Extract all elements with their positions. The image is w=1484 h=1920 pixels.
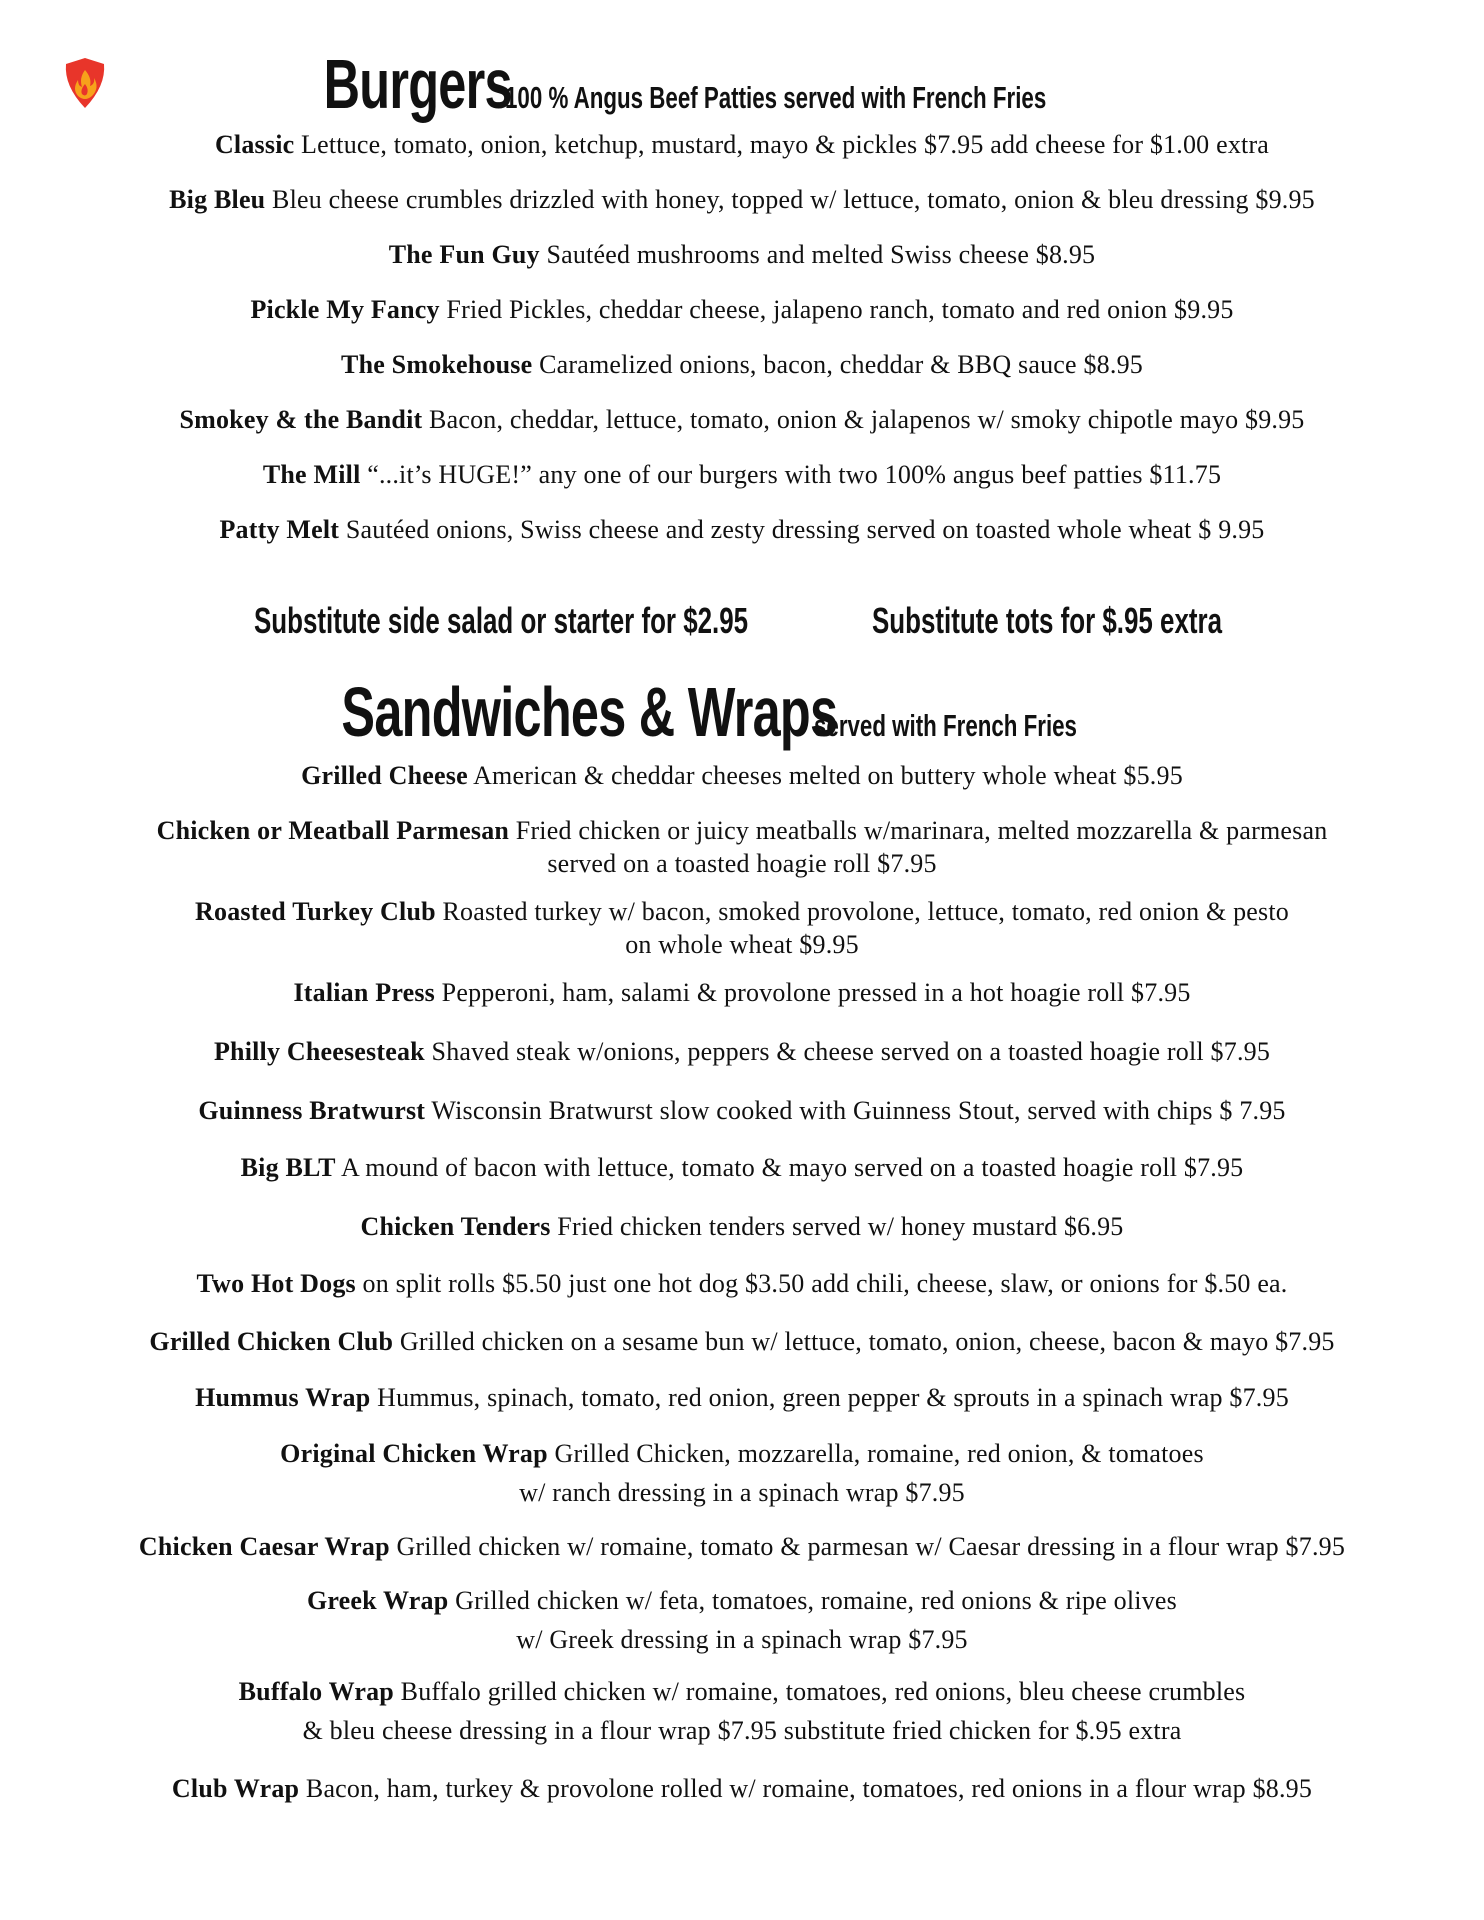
- item-name: Guinness Bratwurst: [198, 1096, 426, 1125]
- item-desc: Buffalo grilled chicken w/ romaine, tomatoes, red onions, bleu cheese crumbles: [393, 1677, 1246, 1706]
- item-desc-continued: w/ Greek dressing in a spinach wrap $7.95: [516, 1625, 968, 1654]
- item-name: Buffalo Wrap: [238, 1677, 394, 1706]
- item-desc: Sautéed onions, Swiss cheese and zesty dressing served on toasted whole wheat $ 9.95: [339, 515, 1265, 544]
- item-desc: Caramelized onions, bacon, cheddar & BBQ sauce $8.95: [532, 350, 1143, 379]
- menu-item-continued: [0, 925, 1484, 964]
- item-name: Patty Melt: [219, 515, 340, 544]
- menu-item: [0, 400, 1484, 439]
- menu-item: [0, 1672, 1484, 1711]
- item-name: Hummus Wrap: [195, 1383, 371, 1412]
- item-name: Chicken or Meatball Parmesan: [156, 816, 510, 845]
- item-name: Classic: [214, 130, 295, 159]
- menu-item: [0, 1091, 1484, 1130]
- item-desc: Bacon, cheddar, lettuce, tomato, onion & jalapenos w/ smoky chipotle mayo $9.95: [422, 405, 1305, 434]
- burgers-subtitle: 100 % Angus Beef Patties served with French Fries: [504, 80, 1047, 115]
- menu-item: [0, 290, 1484, 329]
- item-desc-continued: on whole wheat $9.95: [625, 930, 859, 959]
- item-name: The Mill: [262, 460, 361, 489]
- menu-item: [0, 756, 1484, 795]
- item-desc: Bacon, ham, turkey & provolone rolled w/ romaine, tomatoes, red onions in a flour wrap $8.95: [299, 1774, 1313, 1803]
- item-desc: Grilled chicken on a sesame bun w/ lettuce, tomato, onion, cheese, bacon & mayo $7.95: [393, 1327, 1335, 1356]
- item-desc: Wisconsin Bratwurst slow cooked with Guinness Stout, served with chips $ 7.95: [425, 1096, 1286, 1125]
- item-name: Pickle My Fancy: [250, 295, 440, 324]
- item-name: Two Hot Dogs: [196, 1269, 356, 1298]
- item-desc: Grilled chicken w/ romaine, tomato & parmesan w/ Caesar dressing in a flour wrap $7.95: [389, 1532, 1346, 1561]
- item-desc: A mound of bacon with lettuce, tomato & mayo served on a toasted hoagie roll $7.95: [335, 1153, 1244, 1182]
- menu-item: [0, 1148, 1484, 1187]
- menu-item: [0, 235, 1484, 274]
- menu-item: [0, 1322, 1484, 1361]
- item-name: Grilled Chicken Club: [149, 1327, 394, 1356]
- item-desc: Hummus, spinach, tomato, red onion, green pepper & sprouts in a spinach wrap $7.95: [370, 1383, 1289, 1412]
- menu-item: [0, 180, 1484, 219]
- item-name: Grilled Cheese: [301, 761, 468, 790]
- menu-item-continued: [0, 1711, 1484, 1750]
- item-desc: Shaved steak w/onions, peppers & cheese served on a toasted hoagie roll $7.95: [424, 1037, 1271, 1066]
- sandwiches-subtitle: served with French Fries: [813, 708, 1077, 743]
- item-desc-continued: served on a toasted hoagie roll $7.95: [547, 849, 937, 878]
- menu-item: [0, 973, 1484, 1012]
- menu-item: [0, 345, 1484, 384]
- menu-item: [0, 1207, 1484, 1246]
- item-name: Greek Wrap: [306, 1586, 449, 1615]
- item-name: Big Bleu: [169, 185, 266, 214]
- item-desc-continued: w/ ranch dressing in a spinach wrap $7.95: [519, 1478, 965, 1507]
- menu-item: [0, 1769, 1484, 1808]
- item-desc: Pepperoni, ham, salami & provolone pressed in a hot hoagie roll $7.95: [434, 978, 1191, 1007]
- item-desc: Roasted turkey w/ bacon, smoked provolone, lettuce, tomato, red onion & pesto: [435, 897, 1289, 926]
- menu-item-continued: [0, 1473, 1484, 1512]
- item-desc: Lettuce, tomato, onion, ketchup, mustard, mayo & pickles $7.95 add cheese for $1.00 extra: [294, 130, 1270, 159]
- item-desc: Bleu cheese crumbles drizzled with honey, topped w/ lettuce, tomato, onion & bleu dressing $9.95: [265, 185, 1315, 214]
- menu-item: [0, 1032, 1484, 1071]
- item-name: Italian Press: [293, 978, 435, 1007]
- item-desc: Fried chicken or juicy meatballs w/marinara, melted mozzarella & parmesan: [509, 816, 1328, 845]
- item-desc: “...it’s HUGE!” any one of our burgers with two 100% angus beef patties $11.75: [360, 460, 1222, 489]
- sandwiches-title: Sandwiches & Wraps: [341, 673, 838, 751]
- menu-item: [0, 1434, 1484, 1473]
- item-name: Philly Cheesesteak: [213, 1037, 425, 1066]
- menu-item: [0, 1527, 1484, 1566]
- item-desc: Sautéed mushrooms and melted Swiss cheese $8.95: [539, 240, 1096, 269]
- item-name: The Fun Guy: [388, 240, 540, 269]
- menu-item-continued: [0, 844, 1484, 883]
- item-name: Roasted Turkey Club: [195, 897, 436, 926]
- substitute-tots-note: Substitute tots for $.95 extra: [872, 600, 1222, 641]
- item-name: Chicken Caesar Wrap: [138, 1532, 390, 1561]
- menu-item: [0, 455, 1484, 494]
- item-desc: Grilled chicken w/ feta, tomatoes, romaine, red onions & ripe olives: [448, 1586, 1177, 1615]
- item-name: Club Wrap: [171, 1774, 300, 1803]
- menu-item: [0, 510, 1484, 549]
- menu-item: [0, 1581, 1484, 1620]
- menu-item: [0, 1378, 1484, 1417]
- item-desc: Grilled Chicken, mozzarella, romaine, red onion, & tomatoes: [547, 1439, 1204, 1468]
- burgers-heading: [0, 44, 1484, 124]
- item-desc: American & cheddar cheeses melted on buttery whole wheat $5.95: [467, 761, 1183, 790]
- item-desc-continued: & bleu cheese dressing in a flour wrap $7.95 substitute fried chicken for $.95 extra: [302, 1716, 1182, 1745]
- item-name: Original Chicken Wrap: [280, 1439, 548, 1468]
- item-desc: Fried Pickles, cheddar cheese, jalapeno ranch, tomato and red onion $9.95: [439, 295, 1234, 324]
- menu-item: [0, 1264, 1484, 1303]
- item-name: Smokey & the Bandit: [179, 405, 423, 434]
- sandwiches-heading: [0, 672, 1484, 752]
- item-name: Chicken Tenders: [360, 1212, 551, 1241]
- item-name: Big BLT: [240, 1153, 336, 1182]
- menu-item: [0, 125, 1484, 164]
- item-name: The Smokehouse: [341, 350, 533, 379]
- burgers-title: Burgers: [324, 45, 513, 123]
- substitute-salad-note: Substitute side salad or starter for $2.95: [254, 600, 749, 641]
- item-desc: Fried chicken tenders served w/ honey mustard $6.95: [550, 1212, 1124, 1241]
- item-desc: on split rolls $5.50 just one hot dog $3.50 add chili, cheese, slaw, or onions for $.50 ea.: [355, 1269, 1288, 1298]
- menu-item-continued: [0, 1620, 1484, 1659]
